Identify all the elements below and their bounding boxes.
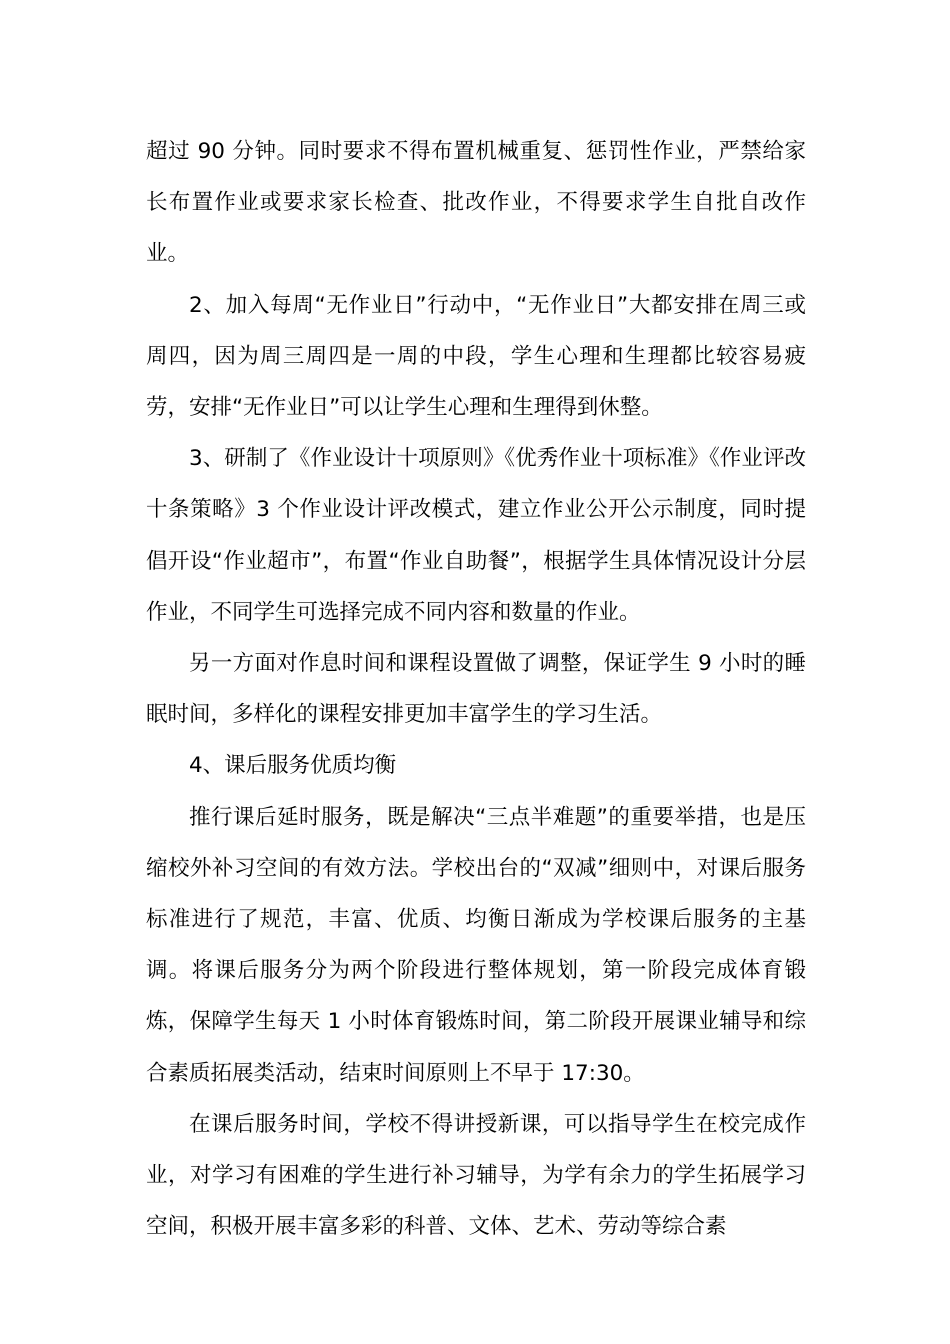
paragraph-homework-limit: 超过 90 分钟。同时要求不得布置机械重复、惩罚性作业，严禁给家长布置作业或要求家长检查、批改作业，不得要求学生自批自改作业。 (146, 139, 806, 267)
paragraph-schedule-adjustment: 另一方面对作息时间和课程设置做了调整，保证学生 9 小时的睡眠时间，多样化的课程安排更加丰富学生的学习生活。 (146, 651, 806, 728)
paragraph-homework-design: 3、研制了《作业设计十项原则》《优秀作业十项标准》《作业评改十条策略》3 个作业设计评改模式，建立作业公开公示制度，同时提倡开设“作业超市”，布置“作业自助餐”，根据学生具体情况设计分层作业，不同学生可选择完成不同内容和数量的作业。 (146, 446, 806, 625)
document-body (146, 126, 806, 1252)
paragraph-after-school-service: 推行课后延时服务，既是解决“三点半难题”的重要举措，也是压缩校外补习空间的有效方法。学校出台的“双减”细则中，对课后服务标准进行了规范，丰富、优质、均衡日渐成为学校课后服务的主基调。将课后服务分为两个阶段进行整体规划，第一阶段完成体育锻炼，保障学生每天 1 小时体育锻炼时间，第二阶段开展课业辅导和综合素质拓展类活动，结束时间原则上不早于 17:30。 (146, 804, 806, 1086)
paragraph-after-school-heading: 4、课后服务优质均衡 (189, 753, 397, 779)
paragraph-no-homework-day: 2、加入每周“无作业日”行动中，“无作业日”大都安排在周三或周四，因为周三周四是一周的中段，学生心理和生理都比较容易疲劳，安排“无作业日”可以让学生心理和生理得到休整。 (146, 292, 806, 421)
paragraph-after-school-activities: 在课后服务时间，学校不得讲授新课，可以指导学生在校完成作业，对学习有困难的学生进行补习辅导，为学有余力的学生拓展学习空间，积极开展丰富多彩的科普、文体、艺术、劳动等综合素 (146, 1111, 806, 1240)
